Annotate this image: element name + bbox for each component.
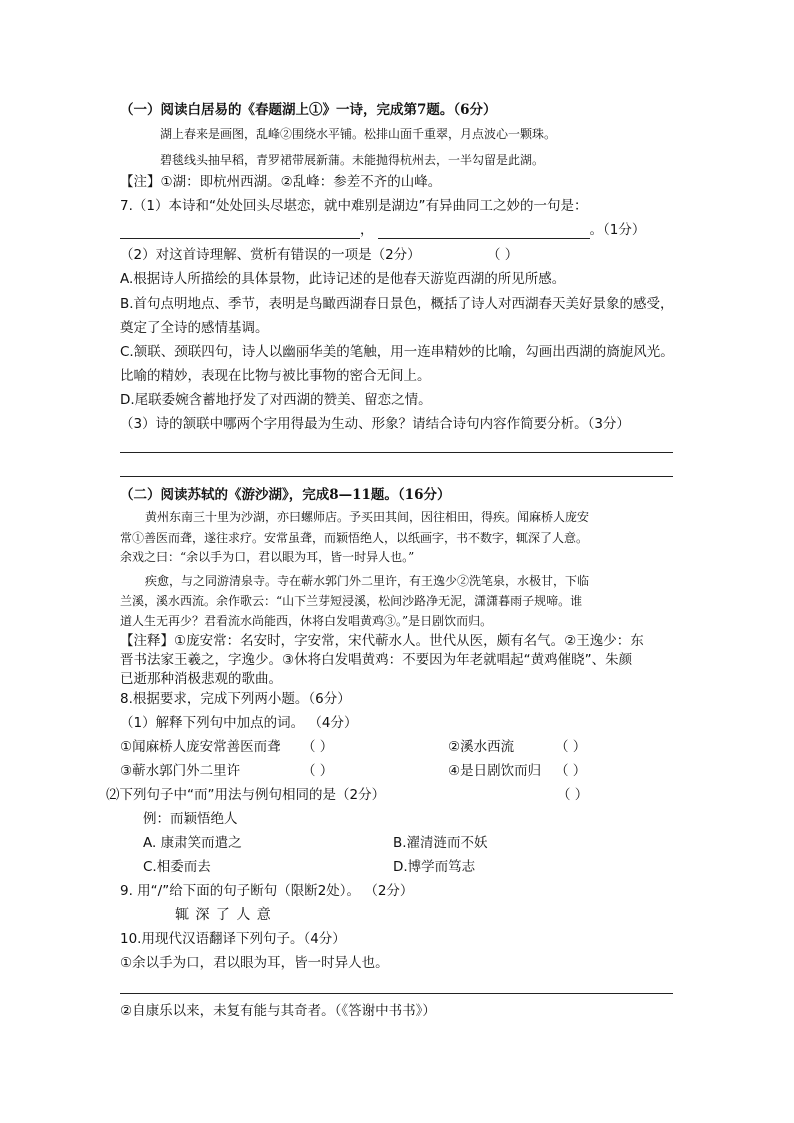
answer-blank-1[interactable] [120, 224, 360, 239]
q10-1-sentence: ①余以手为口，君以眼为耳，皆一时异人也。 [120, 955, 389, 971]
word-item-1: ①闻麻桥人庞安常善医而聋 [120, 739, 281, 755]
word-item-3-paren[interactable]: （ ） [302, 763, 334, 779]
answer-rule-2[interactable] [120, 476, 673, 477]
section1-heading: （一）阅读白居易的《春题湖上①》一诗，完成第7题。（6分） [120, 102, 497, 118]
q9-sentence[interactable]: 辄 深 了 人 意 [175, 907, 272, 923]
choice-c: C.相委而去 [143, 859, 211, 875]
example-sentence: 例：而颖悟绝人 [143, 811, 238, 827]
answer-rule-1[interactable] [120, 452, 673, 453]
passage-note-line-3: 已逝那种消极悲观的歌曲。 [120, 671, 282, 687]
option-b-line1: B.首句点明地点、季节，表明是鸟瞰西湖春日景色，概括了诗人对西湖春天美好景象的感受， [120, 296, 674, 312]
word-item-4: ④是日剧饮而归 [448, 763, 542, 779]
word-item-1-paren[interactable]: （ ） [302, 739, 334, 755]
word-item-3: ③蕲水郭门外二里许 [120, 763, 241, 779]
q8-2-prompt: ⑵下列句子中“而”用法与例句相同的是（2分） [106, 787, 386, 803]
q8-prompt: 8.根据要求，完成下列两小题。（6分） [120, 691, 351, 707]
q8-1-prompt: （1）解释下列句中加点的词。 （4分） [120, 715, 358, 731]
passage-line-4: 疾愈，与之同游清泉寺。寺在蕲水郭门外二里许，有王逸少②洗笔泉，水极甘，下临 [145, 574, 590, 588]
q7-2-answer-paren[interactable]: （ ） [487, 247, 519, 263]
q10-2-sentence: ②自康乐以来，未复有能与其奇者。（《答谢中书书》） [120, 1003, 436, 1019]
q7-1-end: 。（1分） [589, 222, 646, 238]
q9-prompt: 9. 用“/”给下面的句子断句（限断2处）。 （2分） [120, 883, 414, 899]
q7-1-answer-line [120, 221, 645, 239]
option-d: D.尾联委婉含蓄地抒发了对西湖的赞美、留恋之情。 [120, 392, 432, 408]
word-item-2: ②溪水西流 [448, 739, 515, 755]
section2-heading: （二）阅读苏轼的《游沙湖》，完成8—11题。（16分） [120, 487, 451, 503]
q7-1-prompt: 7.（1）本诗和“处处回头尽堪恋，就中难别是湖边”有异曲同工之妙的一句是： [120, 198, 588, 214]
passage-line-6: 道人生无再少？君看流水尚能西，休将白发唱黄鸡③。”是日剧饮而归。 [120, 614, 493, 628]
word-item-2-paren[interactable]: （ ） [555, 739, 587, 755]
comma: ， [360, 222, 374, 238]
choice-b: B.濯清涟而不妖 [393, 835, 488, 851]
q7-3-prompt: （3）诗的颔联中哪两个字用得最为生动、形象？请结合诗句内容作简要分析。（3分） [120, 416, 630, 432]
poem-line-1: 湖上春来是画图，乱峰②围绕水平铺。松排山面千重翠，月点波心一颗珠。 [160, 127, 557, 141]
q7-2-prompt: （2）对这首诗理解、赏析有错误的一项是（2分） [120, 247, 421, 263]
q10-prompt: 10.用现代汉语翻译下列句子。（4分） [120, 931, 346, 947]
answer-rule-3[interactable] [120, 993, 673, 994]
passage-line-3: 余戏之曰：“余以手为口，君以眼为耳，皆一时异人也。” [120, 550, 415, 564]
option-a: A.根据诗人所描绘的具体景物，此诗记述的是他春天游览西湖的所见所感。 [120, 271, 566, 287]
option-c-line2: 比喻的精妙，表现在比物与被比事物的密合无间上。 [120, 368, 431, 384]
option-b-line2: 奠定了全诗的感情基调。 [120, 320, 269, 336]
passage-line-2: 常①善医而聋，遂往求疗。安常虽聋，而颖悟绝人，以纸画字，书不数字，辄深了人意。 [120, 531, 589, 545]
poem-line-2: 碧毯线头抽早稻，青罗裙带展新蒲。未能抛得杭州去，一半勾留是此湖。 [160, 153, 545, 167]
passage-line-5: 兰溪，溪水西流。余作歌云：“山下兰芽短浸溪，松间沙路净无泥，潇潇暮雨子规啼。谁 [120, 594, 583, 608]
answer-blank-2[interactable] [378, 224, 590, 239]
passage-note-line-2: 晋书法家王羲之，字逸少。③休将白发唱黄鸡：不要因为年老就唱起“黄鸡催晓”、朱颜 [120, 652, 633, 668]
choice-d: D.博学而笃志 [393, 859, 476, 875]
passage-line-1: 黄州东南三十里为沙湖，亦曰螺师店。予买田其间，因往相田，得疾。闻麻桥人庞安 [145, 510, 590, 524]
passage-note-line-1: 【注释】①庞安常：名安时，字安常，宋代蕲水人。世代从医，颇有名气。②王逸少：东 [120, 633, 644, 649]
word-item-4-paren[interactable]: （ ） [555, 763, 587, 779]
poem-note: 【注】①湖：即杭州西湖。②乱峰：参差不齐的山峰。 [120, 174, 442, 190]
choice-a: A. 康肃笑而遣之 [143, 835, 242, 851]
option-c-line1: C.颔联、颈联四句，诗人以幽丽华美的笔触，用一连串精妙的比喻，勾画出西湖的旖旎风光。 [120, 344, 674, 360]
q8-2-answer-paren[interactable]: （ ） [557, 787, 589, 803]
